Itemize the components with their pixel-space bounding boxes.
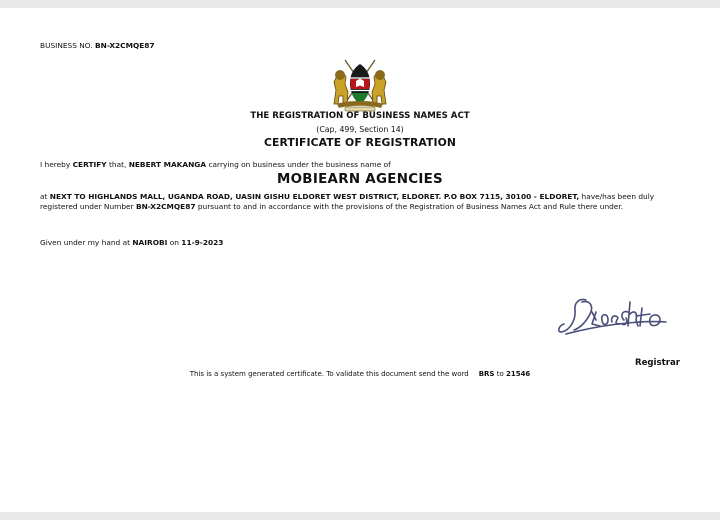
footer-number: 21546	[505, 370, 531, 378]
address-paragraph	[40, 192, 690, 212]
registration-number: BN-X2CMQE87	[135, 202, 196, 211]
certify-line	[40, 160, 391, 170]
given-date: 11-9-2023	[181, 238, 224, 247]
given-middle: on	[167, 238, 182, 247]
certify-prefix: I hereby	[40, 160, 73, 169]
address-prefix: at	[40, 192, 50, 201]
address-middle: have/has been duly registered under Number	[40, 192, 655, 211]
footer-word: BRS	[478, 370, 495, 378]
footer-note	[0, 370, 720, 378]
business-number-value: BN-X2CMQE87	[95, 41, 155, 50]
address-suffix: pursuant to and in accordance with the provisions of the Registration of Business Names Act and Rule there under.	[195, 202, 624, 211]
coat-of-arms-icon	[331, 56, 389, 112]
certify-middle: that,	[106, 160, 129, 169]
footer-text: This is a system generated certificate. To validate this document send the word	[189, 370, 469, 378]
given-place: NAIROBI	[132, 238, 168, 247]
owner-name: NEBERT MAKANGA	[128, 160, 207, 169]
signature-icon	[556, 290, 674, 340]
business-number-label: BUSINESS NO.	[40, 41, 93, 50]
certificate-page	[0, 8, 720, 512]
certify-suffix: carrying on business under the business name of	[206, 160, 391, 169]
given-line	[40, 238, 223, 248]
act-cap-section: (Cap, 499, Section 14)	[316, 125, 404, 134]
act-title: THE REGISTRATION OF BUSINESS NAMES ACT	[250, 111, 470, 121]
business-number-line	[40, 41, 155, 51]
certificate-title: CERTIFICATE OF REGISTRATION	[264, 136, 456, 149]
footer-to: to	[494, 370, 506, 378]
given-prefix: Given under my hand at	[40, 238, 133, 247]
certify-word: CERTIFY	[72, 160, 107, 169]
business-address: NEXT TO HIGHLANDS MALL, UGANDA ROAD, UASIN GISHU ELDORET WEST DISTRICT, ELDORET. P.O BOX 7115, 30100 - ELDORET,	[49, 192, 580, 201]
registrar-label: Registrar	[634, 358, 680, 368]
business-name: MOBIEARN AGENCIES	[277, 172, 443, 187]
